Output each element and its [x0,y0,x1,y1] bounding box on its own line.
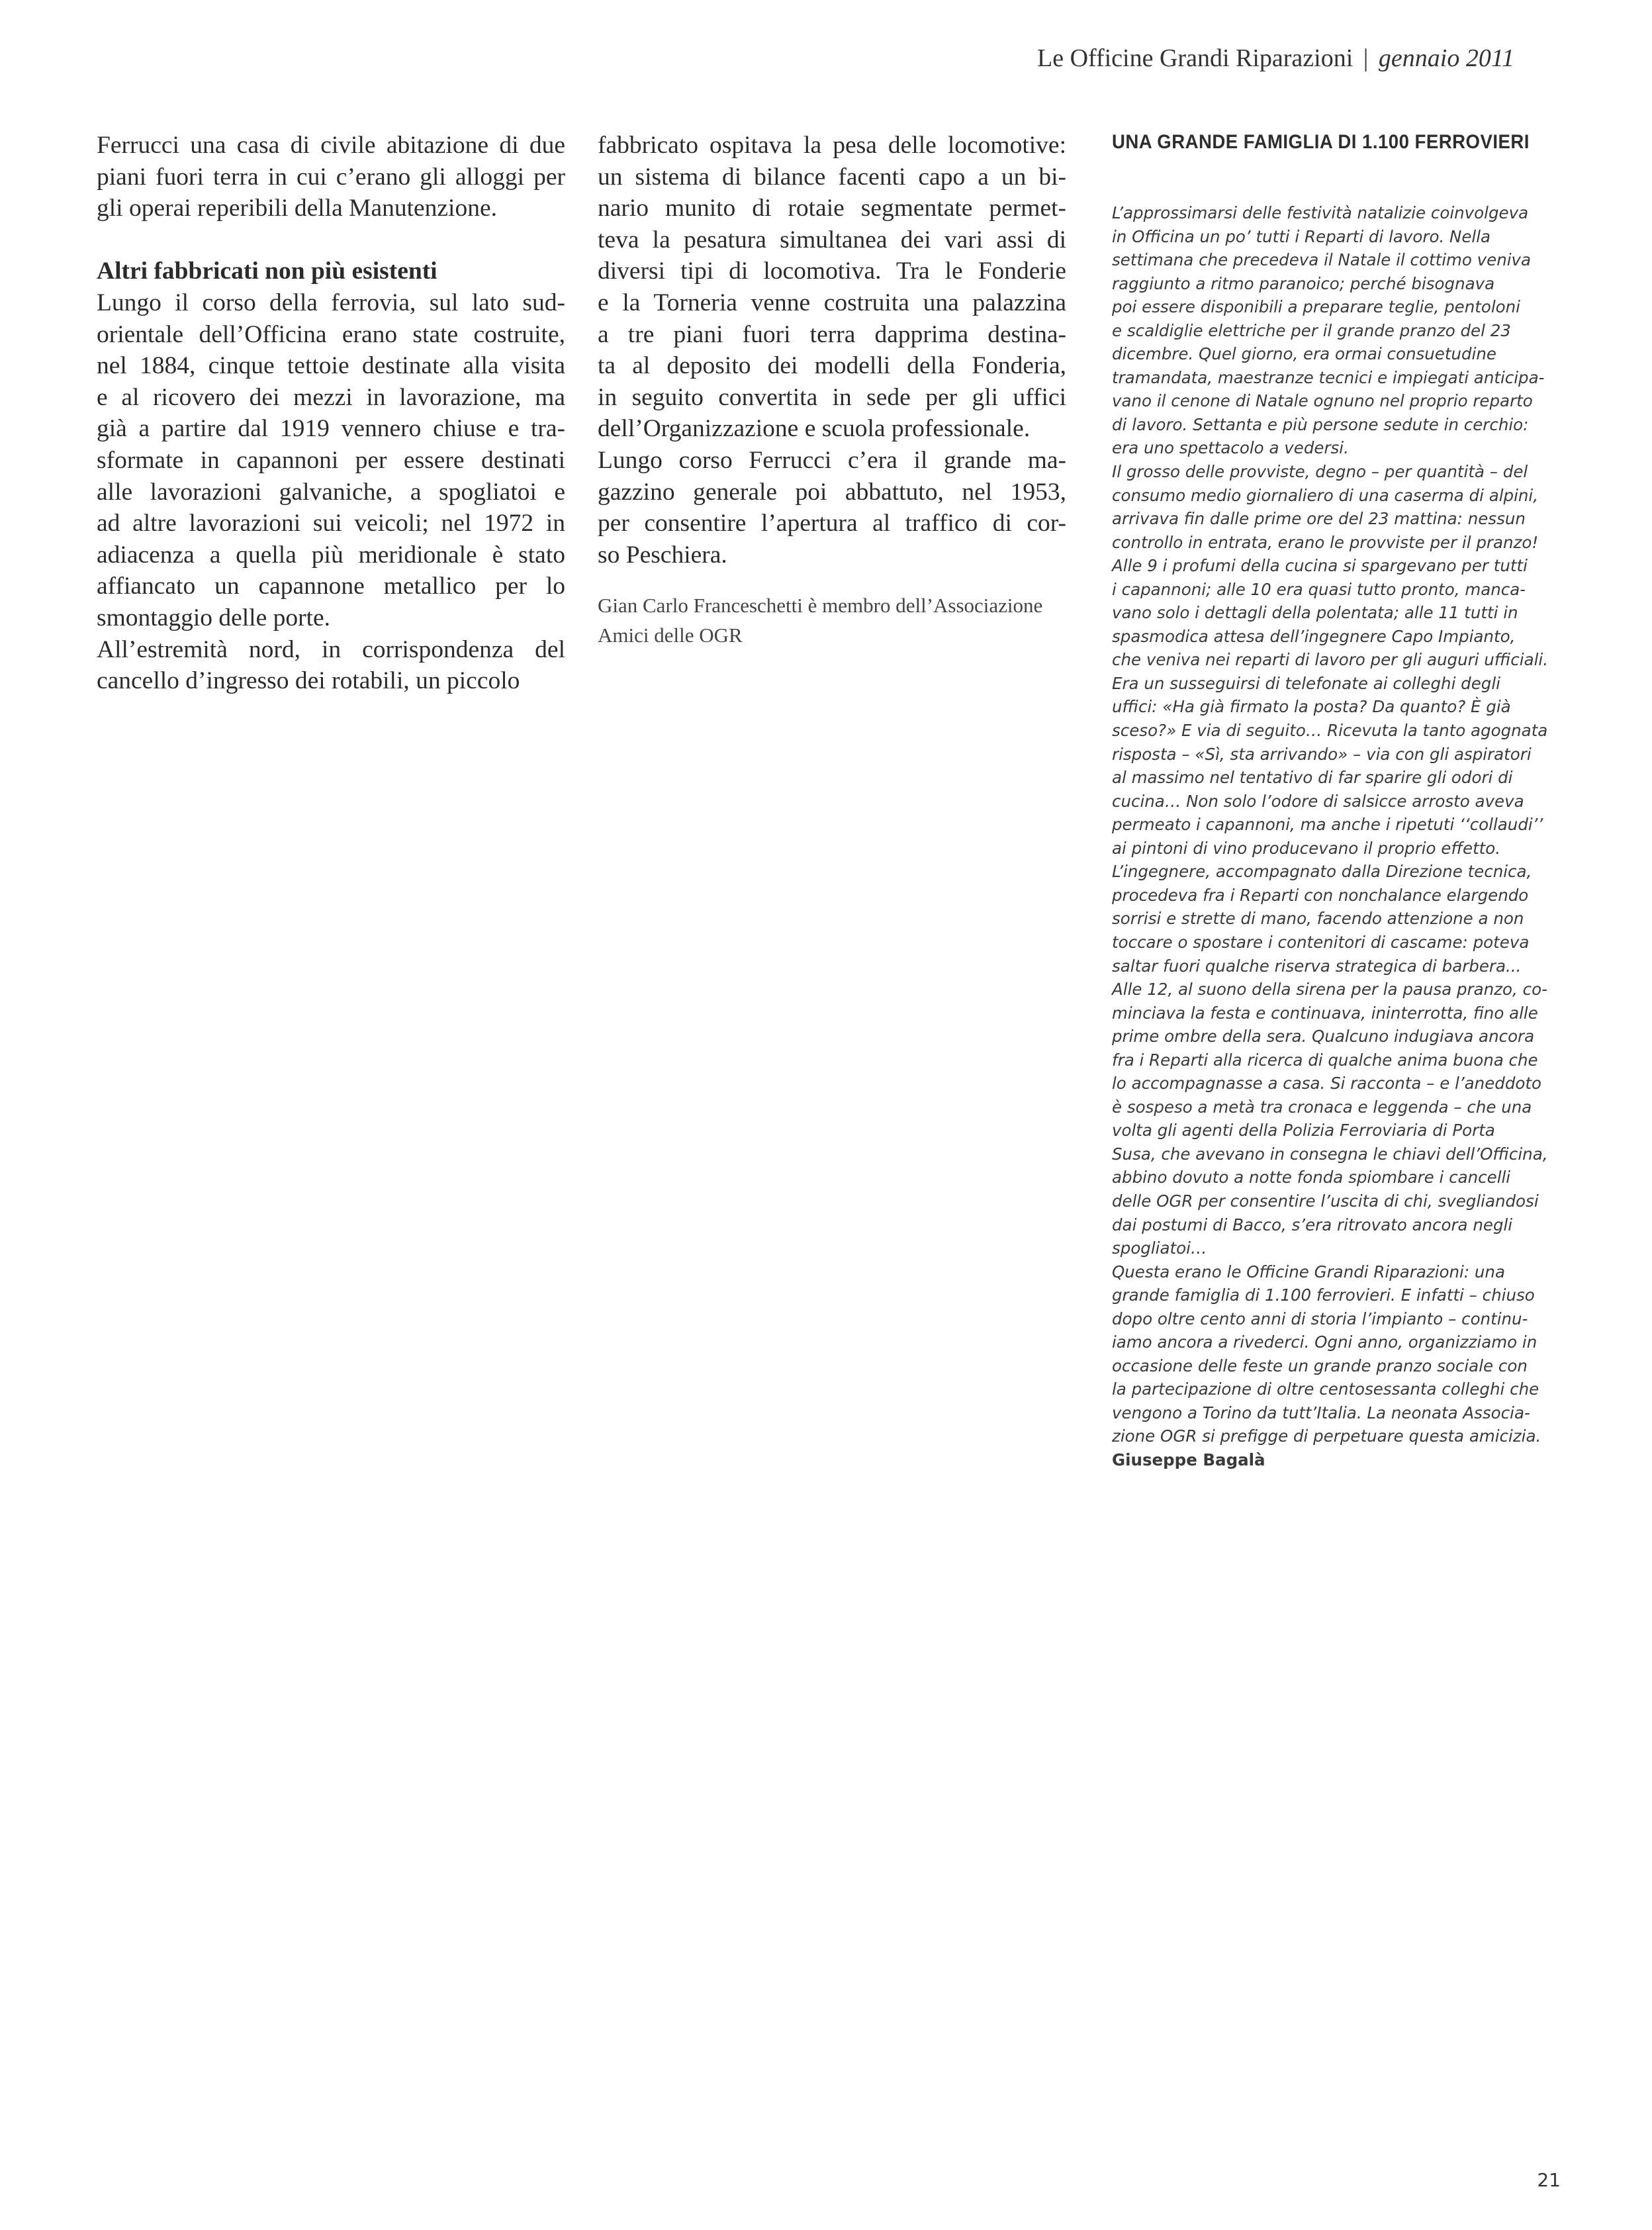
text-line: per consentire l’apertura al traffico di cor- [598,510,1066,537]
sidebar-line: consumo medio giornaliero di una caserma di alpini, [1112,485,1539,505]
text-line: già a partire dal 1919 vennero chiuse e tra- [97,415,565,443]
sidebar-line: e scaldiglie elettriche per il grande pranzo del 23 [1112,320,1511,340]
text-line: cancello d’ingresso dei rotabili, un piccolo [97,667,520,695]
sidebar-line: spasmodica attesa dell’ingegnere Capo Impianto, [1112,626,1516,646]
text-line: nario munito di rotaie segmentate permet- [598,195,1066,222]
sidebar-line: i capannoni; alle 10 era quasi tutto pronto, manca- [1112,579,1526,599]
sidebar-line: Questa erano le Officine Grandi Riparazioni: una [1112,1262,1505,1281]
sidebar-line: controllo in entrata, erano le provviste per il pranzo! [1112,532,1539,552]
text-line: piani fuori terra in cui c’erano gli alloggi per [97,163,565,191]
sidebar-line: dopo oltre cento anni di storia l’impianto – continu- [1112,1309,1528,1328]
header-separator: | [1363,44,1369,72]
sidebar-line: abbino dovuto a notte fonda spiombare i cancelli [1112,1168,1511,1187]
sidebar-line: prime ombre della sera. Qualcuno indugiava ancora [1112,1027,1535,1046]
text-line: teva la pesatura simultanea dei vari assi di [598,226,1066,254]
sidebar-line: dai postumi di Bacco, s’era ritrovato ancora negli [1112,1215,1513,1234]
author-note-line: Amici delle OGR [598,624,743,647]
sidebar-line: vengono a Torino da tutt’Italia. La neonata Associa- [1112,1403,1530,1422]
sidebar-line: grande famiglia di 1.100 ferrovieri. E infatti – chiuso [1112,1285,1535,1305]
text-line: orientale dell’Officina erano state costruite, [97,320,565,348]
sidebar-line: uffici: «Ha già firmato la posta? Da quanto? È già [1112,697,1511,717]
sidebar-line: arrivava fin dalle prime ore del 23 mattina: nessun [1112,509,1526,529]
article-middle-text [598,130,1066,571]
text-line: so Peschiera. [598,541,727,569]
text-line: Lungo il corso della ferrovia, sul lato sud- [97,289,565,316]
sidebar-line: toccare o spostare i contenitori di cascame: poteva [1112,932,1530,952]
text-line: a tre piani fuori terra dapprima destina- [598,320,1066,348]
sidebar-line: Alle 12, al suono della sirena per la pausa pranzo, co- [1112,980,1547,999]
text-line: gazzino generale poi abbattuto, nel 1953, [598,478,1066,506]
text-line: dell’Organizzazione e scuola professionale. [598,415,1031,443]
sidebar-line: dicembre. Quel giorno, era ormai consuetudine [1112,344,1496,364]
sidebar-line: minciava la festa e continuava, ininterrotta, fino alle [1112,1003,1538,1023]
sidebar-line: procedeva fra i Reparti con nonchalance elargendo [1112,885,1529,905]
running-head [1037,44,1514,73]
sidebar-line: Alle 9 i profumi della cucina si spargevano per tutti [1112,556,1528,576]
text-line: nel 1884, cinque tettoie destinate alla visita [97,352,565,380]
sidebar-line: iamo ancora a rivederci. Ogni anno, organizziamo in [1112,1332,1537,1352]
text-line: ad altre lavorazioni sui veicoli; nel 1972 in [97,510,565,537]
page-number: 21 [1537,2169,1561,2191]
sidebar-line: la partecipazione di oltre centosessanta colleghi che [1112,1379,1539,1399]
publication-title: Le Officine Grandi Riparazioni [1036,44,1354,72]
sidebar-line: in Officina un po’ tutti i Reparti di lavoro. Nella [1112,226,1491,246]
sidebar-line: permeato i capannoni, ma anche i ripetuti ‘‘collaudi’’ [1112,815,1543,835]
sidebar-line: delle OGR per consentire l’uscita di chi, svegliandosi [1112,1191,1539,1211]
sidebar-line: al massimo nel tentativo di far sparire gli odori di [1112,768,1513,788]
paragraph-gap [97,224,565,256]
text-line: affiancato un capannone metallico per lo [97,573,565,600]
text-line: fabbricato ospitava la pesa delle locomotive: [598,132,1066,159]
sidebar-line: raggiunto a ritmo paranoico; perché bisognava [1112,273,1495,293]
sidebar-line: sceso?» E via di seguito… Ricevuta la tanto agognata [1112,721,1548,741]
text-line: Lungo corso Ferrucci c’era il grande ma- [598,446,1066,474]
sidebar-line: Il grosso delle provviste, degno – per quantità – del [1112,462,1528,482]
text-line: un sistema di bilance facenti capo a un bi- [598,163,1066,191]
sidebar-line: occasione delle feste un grande pranzo sociale con [1112,1356,1528,1375]
text-line: diversi tipi di locomotiva. Tra le Fonderie [598,257,1066,285]
sidebar-line: zione OGR si prefigge di perpetuare questa amicizia. [1112,1426,1541,1446]
sidebar-line: vano il cenone di Natale ognuno nel proprio reparto [1112,391,1533,411]
sidebar-line: L’ingegnere, accompagnato dalla Direzione tecnica, [1112,862,1532,882]
sidebar-line: tramandata, maestranze tecnici e impiegati anticipa- [1112,367,1545,387]
section-subheading: Altri fabbricati non più esistenti [97,257,437,285]
sidebar-line: lo accompagnasse a casa. Si racconta – e l’aneddoto [1112,1074,1541,1093]
author-note [598,590,1066,650]
sidebar-line: sorrisi e strette di mano, facendo attenzione a non [1112,909,1524,929]
sidebar-body [1112,201,1562,1472]
text-line: alle lavorazioni galvaniche, a spogliatoi e [97,478,565,506]
text-line: gli operai reperibili della Manutenzione. [97,195,497,222]
sidebar-line: poi essere disponibili a preparare teglie, pentoloni [1112,297,1520,317]
text-line: in seguito convertita in sede per gli uffici [598,383,1066,411]
text-line: smontaggio delle porte. [97,604,331,631]
author-note-line: Gian Carlo Franceschetti è membro dell’Associazione [598,594,1043,618]
issue-date: gennaio 2011 [1378,44,1514,72]
sidebar-line: che veniva nei reparti di lavoro per gli auguri ufficiali. [1112,650,1548,670]
sidebar-line: L’approssimarsi delle festività natalizie coinvolgeva [1112,203,1529,222]
text-line: ta al deposito dei modelli della Fonderia, [598,352,1066,380]
sidebar-line: è sospeso a metà tra cronaca e leggenda – che una [1112,1097,1532,1117]
text-line: Ferrucci una casa di civile abitazione di due [97,132,565,159]
sidebar-line: ai pintoni di vino producevano il proprio effetto. [1112,838,1501,858]
sidebar-line: cucina… Non solo l’odore di salsicce arrosto aveva [1112,791,1524,811]
article-middle-column [598,130,1066,650]
article-left-column [97,130,565,697]
sidebar-box [1112,131,1562,1472]
sidebar-line: di lavoro. Settanta e più persone sedute in cerchio: [1112,414,1529,434]
sidebar-title: UNA GRANDE FAMIGLIA DI 1.100 FERROVIERI [1112,131,1530,153]
sidebar-signature: Giuseppe Bagalà [1112,1450,1265,1469]
text-line: All’estremità nord, in corrispondenza del [97,635,565,663]
sidebar-line: volta gli agenti della Polizia Ferroviaria di Porta [1112,1121,1495,1140]
sidebar-line: era uno spettacolo a vedersi. [1112,438,1349,458]
sidebar-line: risposta – «Sì, sta arrivando» – via con gli aspiratori [1112,744,1532,764]
sidebar-line: spogliatoi… [1112,1238,1207,1258]
sidebar-line: settimana che precedeva il Natale il cottimo veniva [1112,250,1532,270]
sidebar-line: fra i Reparti alla ricerca di qualche anima buona che [1112,1050,1538,1070]
sidebar-line: Era un susseguirsi di telefonate ai colleghi degli [1112,673,1500,693]
text-line: sformate in capannoni per essere destinati [97,446,565,474]
sidebar-line: saltar fuori qualche riserva strategica di barbera... [1112,956,1522,976]
text-line: e al ricovero dei mezzi in lavorazione, ma [97,383,565,411]
text-line: adiacenza a quella più meridionale è stato [97,541,565,569]
sidebar-line: Susa, che avevano in consegna le chiavi dell’Officina, [1112,1144,1548,1164]
sidebar-line: vano solo i dettagli della polentata; alle 11 tutti in [1112,603,1518,623]
text-line: e la Torneria venne costruita una palazzina [598,289,1066,316]
